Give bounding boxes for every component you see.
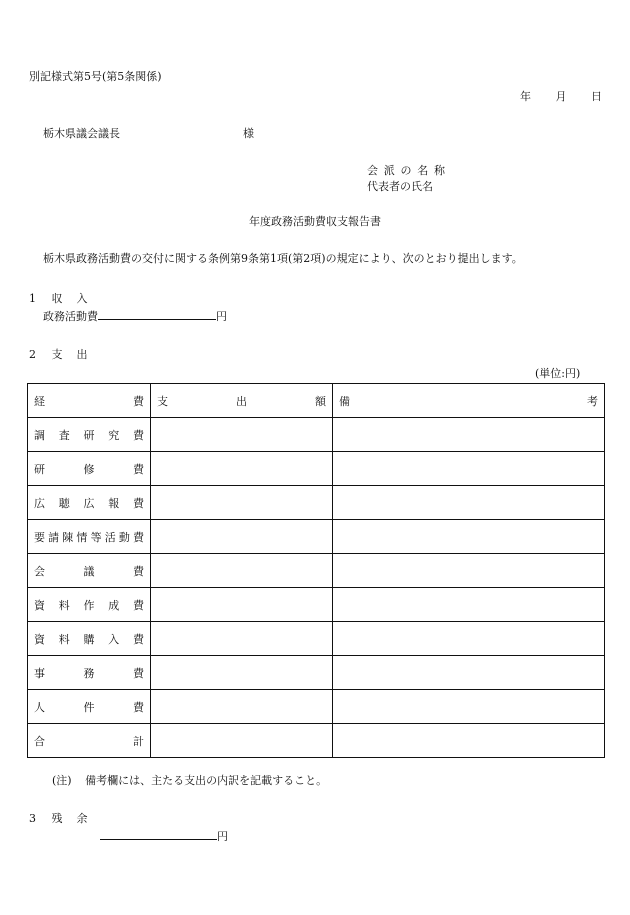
balance-amount-field[interactable] bbox=[100, 828, 217, 840]
row-amount-cell[interactable] bbox=[151, 554, 333, 588]
table-header-row bbox=[28, 384, 605, 418]
income-heading-text: 収入 bbox=[51, 292, 102, 305]
addressee-name: 栃木県議会議長 bbox=[43, 127, 120, 140]
row-amount-cell[interactable] bbox=[151, 418, 333, 452]
expenditure-table bbox=[27, 383, 605, 758]
income-item-label: 政務活動費 bbox=[43, 310, 98, 323]
balance-line bbox=[100, 828, 228, 844]
row-remarks-cell[interactable] bbox=[333, 486, 605, 520]
date-year: 年 bbox=[520, 90, 531, 103]
row-remarks-cell[interactable] bbox=[333, 690, 605, 724]
expenditure-heading-num: 2 bbox=[29, 348, 36, 361]
row-category: 会 議 費 bbox=[28, 554, 151, 588]
row-remarks-cell[interactable] bbox=[333, 588, 605, 622]
expenditure-heading bbox=[29, 346, 102, 362]
header-category: 経 費 bbox=[28, 384, 151, 418]
row-category: 事 務 費 bbox=[28, 656, 151, 690]
row-remarks-cell[interactable] bbox=[333, 656, 605, 690]
row-category: 要 請 陳 情 等 活 動 費 bbox=[28, 520, 151, 554]
table-row bbox=[28, 622, 605, 656]
row-amount-cell[interactable] bbox=[151, 520, 333, 554]
income-amount-field[interactable] bbox=[98, 308, 216, 320]
income-heading bbox=[29, 290, 102, 306]
row-amount-cell[interactable] bbox=[151, 724, 333, 758]
report-title: 年度政務活動費収支報告書 bbox=[249, 215, 381, 228]
row-remarks-cell[interactable] bbox=[333, 554, 605, 588]
row-amount-cell[interactable] bbox=[151, 588, 333, 622]
form-number: 別記様式第5号(第5条関係) bbox=[29, 70, 162, 83]
faction-name-label bbox=[367, 162, 445, 178]
row-category: 広 聴 広 報 費 bbox=[28, 486, 151, 520]
balance-heading bbox=[29, 810, 102, 826]
row-amount-cell[interactable] bbox=[151, 622, 333, 656]
date-month: 月 bbox=[555, 90, 567, 103]
addressee-honorific: 様 bbox=[243, 127, 254, 140]
row-category: 資 料 購 入 費 bbox=[28, 622, 151, 656]
table-row bbox=[28, 656, 605, 690]
row-remarks-cell[interactable] bbox=[333, 452, 605, 486]
table-row bbox=[28, 452, 605, 486]
table-row bbox=[28, 724, 605, 758]
row-remarks-cell[interactable] bbox=[333, 520, 605, 554]
intro-text: 栃木県政務活動費の交付に関する条例第9条第1項(第2項)の規定により、次のとおり提出します。 bbox=[43, 252, 523, 265]
row-category: 合 計 bbox=[28, 724, 151, 758]
unit-note: (単位:円) bbox=[535, 367, 581, 380]
date-line bbox=[520, 88, 602, 104]
note-prefix: (注) bbox=[52, 774, 72, 787]
row-remarks-cell[interactable] bbox=[333, 622, 605, 656]
table-row bbox=[28, 690, 605, 724]
income-line bbox=[43, 308, 227, 324]
table-row bbox=[28, 554, 605, 588]
row-category: 人 件 費 bbox=[28, 690, 151, 724]
table-body bbox=[28, 418, 605, 758]
date-day: 日 bbox=[591, 90, 602, 103]
row-category: 研 修 費 bbox=[28, 452, 151, 486]
row-amount-cell[interactable] bbox=[151, 486, 333, 520]
row-remarks-cell[interactable] bbox=[333, 418, 605, 452]
balance-heading-text: 残余 bbox=[51, 812, 102, 825]
note-line bbox=[52, 772, 327, 788]
table-row bbox=[28, 418, 605, 452]
row-remarks-cell[interactable] bbox=[333, 724, 605, 758]
faction-name-text: 会 派 の 名 称 bbox=[367, 164, 445, 177]
header-amount: 支 出 額 bbox=[151, 384, 333, 418]
representative-label: 代表者の氏名 bbox=[367, 180, 433, 193]
table-row bbox=[28, 588, 605, 622]
income-heading-num: 1 bbox=[29, 292, 36, 305]
income-unit: 円 bbox=[216, 310, 227, 323]
note-text: 備考欄には、主たる支出の内訳を記載すること。 bbox=[85, 774, 328, 787]
row-amount-cell[interactable] bbox=[151, 656, 333, 690]
row-category: 資 料 作 成 費 bbox=[28, 588, 151, 622]
table-row bbox=[28, 520, 605, 554]
expenditure-heading-text: 支出 bbox=[51, 348, 102, 361]
balance-heading-num: 3 bbox=[29, 812, 36, 825]
row-amount-cell[interactable] bbox=[151, 690, 333, 724]
table-row bbox=[28, 486, 605, 520]
balance-unit: 円 bbox=[217, 830, 228, 843]
row-category: 調 査 研 究 費 bbox=[28, 418, 151, 452]
header-remarks: 備 考 bbox=[333, 384, 605, 418]
row-amount-cell[interactable] bbox=[151, 452, 333, 486]
